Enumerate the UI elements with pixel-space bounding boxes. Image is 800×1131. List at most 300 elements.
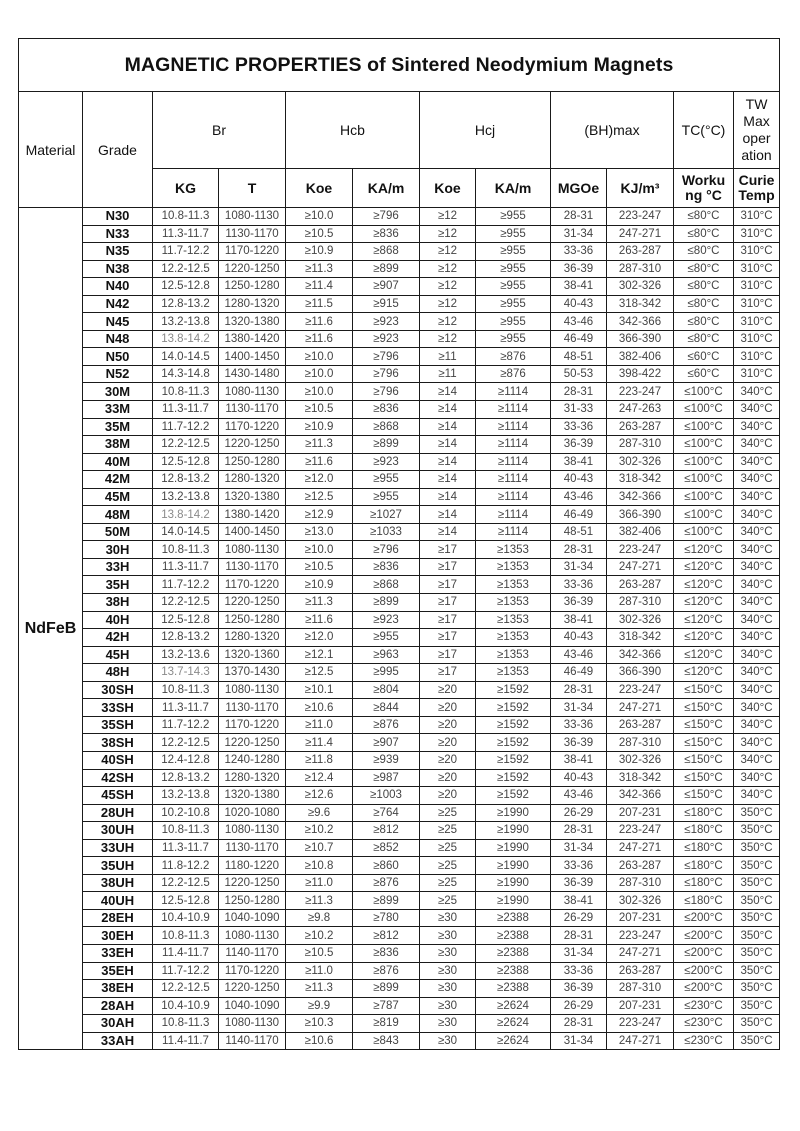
subheader-working-temp: Worku ng °C <box>674 169 734 208</box>
header-br: Br <box>153 92 286 169</box>
cell-curie-temp: 310°C <box>734 365 780 383</box>
cell-hcb-kam: ≥876 <box>353 874 420 892</box>
cell-bh-kj: 382-406 <box>607 523 674 541</box>
cell-hcj-koe: ≥25 <box>420 839 476 857</box>
cell-grade: 30SH <box>83 681 153 699</box>
table-row <box>19 471 780 489</box>
cell-grade: 45SH <box>83 787 153 805</box>
cell-working-temp: ≤80°C <box>674 278 734 296</box>
cell-hcj-kam: ≥1114 <box>476 418 551 436</box>
cell-hcj-koe: ≥25 <box>420 874 476 892</box>
cell-hcb-koe: ≥10.3 <box>286 1015 353 1033</box>
cell-br-t: 1280-1320 <box>219 769 286 787</box>
cell-curie-temp: 310°C <box>734 225 780 243</box>
table-row <box>19 629 780 647</box>
cell-bh-kj: 318-342 <box>607 295 674 313</box>
cell-bh-mgoe: 40-43 <box>551 295 607 313</box>
cell-bh-mgoe: 36-39 <box>551 436 607 454</box>
cell-working-temp: ≤180°C <box>674 874 734 892</box>
cell-bh-kj: 398-422 <box>607 365 674 383</box>
cell-hcb-koe: ≥11.0 <box>286 962 353 980</box>
cell-br-kg: 13.2-13.6 <box>153 646 219 664</box>
cell-bh-kj: 247-263 <box>607 401 674 419</box>
cell-bh-mgoe: 43-46 <box>551 646 607 664</box>
cell-hcj-kam: ≥955 <box>476 208 551 226</box>
cell-working-temp: ≤200°C <box>674 909 734 927</box>
cell-bh-kj: 318-342 <box>607 471 674 489</box>
cell-br-t: 1170-1220 <box>219 716 286 734</box>
cell-working-temp: ≤120°C <box>674 576 734 594</box>
cell-br-t: 1250-1280 <box>219 611 286 629</box>
cell-bh-kj: 287-310 <box>607 594 674 612</box>
cell-working-temp: ≤150°C <box>674 699 734 717</box>
cell-hcb-koe: ≥10.5 <box>286 225 353 243</box>
table-body <box>19 208 780 1050</box>
cell-br-kg: 14.3-14.8 <box>153 365 219 383</box>
cell-hcj-koe: ≥12 <box>420 278 476 296</box>
cell-br-t: 1040-1090 <box>219 909 286 927</box>
cell-br-kg: 14.0-14.5 <box>153 348 219 366</box>
cell-hcj-kam: ≥955 <box>476 278 551 296</box>
cell-curie-temp: 310°C <box>734 295 780 313</box>
cell-bh-kj: 302-326 <box>607 892 674 910</box>
cell-working-temp: ≤200°C <box>674 962 734 980</box>
cell-br-t: 1430-1480 <box>219 365 286 383</box>
cell-curie-temp: 340°C <box>734 471 780 489</box>
cell-hcb-kam: ≥923 <box>353 313 420 331</box>
cell-br-t: 1320-1380 <box>219 787 286 805</box>
cell-curie-temp: 340°C <box>734 383 780 401</box>
cell-br-t: 1130-1170 <box>219 699 286 717</box>
cell-br-t: 1320-1360 <box>219 646 286 664</box>
cell-bh-kj: 207-231 <box>607 804 674 822</box>
cell-hcj-kam: ≥1990 <box>476 822 551 840</box>
table-row <box>19 944 780 962</box>
cell-br-t: 1220-1250 <box>219 594 286 612</box>
cell-grade: 42H <box>83 629 153 647</box>
cell-bh-kj: 223-247 <box>607 383 674 401</box>
cell-bh-mgoe: 33-36 <box>551 418 607 436</box>
subheader-hcj-kam: KA/m <box>476 169 551 208</box>
cell-bh-kj: 318-342 <box>607 629 674 647</box>
cell-hcj-koe: ≥17 <box>420 646 476 664</box>
table-row <box>19 751 780 769</box>
cell-curie-temp: 350°C <box>734 839 780 857</box>
cell-hcb-koe: ≥11.6 <box>286 313 353 331</box>
subheader-hcj-koe: Koe <box>420 169 476 208</box>
cell-bh-mgoe: 28-31 <box>551 681 607 699</box>
cell-bh-mgoe: 31-34 <box>551 1032 607 1050</box>
cell-br-kg: 11.8-12.2 <box>153 857 219 875</box>
subheader-br-kg: KG <box>153 169 219 208</box>
cell-grade: 48H <box>83 664 153 682</box>
cell-hcb-kam: ≥844 <box>353 699 420 717</box>
cell-curie-temp: 310°C <box>734 260 780 278</box>
cell-bh-kj: 263-287 <box>607 576 674 594</box>
cell-hcj-kam: ≥955 <box>476 225 551 243</box>
cell-hcb-kam: ≥955 <box>353 471 420 489</box>
cell-hcj-koe: ≥17 <box>420 611 476 629</box>
cell-working-temp: ≤150°C <box>674 751 734 769</box>
cell-working-temp: ≤60°C <box>674 348 734 366</box>
table-row <box>19 313 780 331</box>
cell-br-kg: 10.8-11.3 <box>153 681 219 699</box>
cell-hcj-kam: ≥1353 <box>476 646 551 664</box>
cell-hcb-kam: ≥868 <box>353 243 420 261</box>
cell-br-t: 1080-1130 <box>219 208 286 226</box>
cell-curie-temp: 350°C <box>734 892 780 910</box>
cell-bh-mgoe: 28-31 <box>551 927 607 945</box>
table-row <box>19 997 780 1015</box>
cell-hcj-koe: ≥20 <box>420 734 476 752</box>
cell-hcb-kam: ≥876 <box>353 716 420 734</box>
cell-curie-temp: 340°C <box>734 436 780 454</box>
cell-curie-temp: 350°C <box>734 1032 780 1050</box>
cell-curie-temp: 350°C <box>734 822 780 840</box>
cell-bh-kj: 287-310 <box>607 980 674 998</box>
cell-bh-mgoe: 33-36 <box>551 857 607 875</box>
cell-hcj-kam: ≥1353 <box>476 558 551 576</box>
cell-hcb-koe: ≥11.3 <box>286 980 353 998</box>
cell-curie-temp: 310°C <box>734 208 780 226</box>
cell-curie-temp: 340°C <box>734 418 780 436</box>
cell-curie-temp: 310°C <box>734 313 780 331</box>
cell-curie-temp: 340°C <box>734 453 780 471</box>
cell-grade: N35 <box>83 243 153 261</box>
cell-hcj-koe: ≥25 <box>420 804 476 822</box>
cell-br-t: 1400-1450 <box>219 523 286 541</box>
cell-curie-temp: 340°C <box>734 787 780 805</box>
cell-hcj-kam: ≥1592 <box>476 699 551 717</box>
cell-hcj-koe: ≥30 <box>420 1015 476 1033</box>
cell-curie-temp: 340°C <box>734 629 780 647</box>
cell-hcj-kam: ≥1114 <box>476 471 551 489</box>
table-row <box>19 488 780 506</box>
cell-grade: 30UH <box>83 822 153 840</box>
cell-br-t: 1170-1220 <box>219 962 286 980</box>
cell-br-t: 1170-1220 <box>219 576 286 594</box>
cell-hcj-kam: ≥955 <box>476 313 551 331</box>
table-row <box>19 892 780 910</box>
cell-grade: 40M <box>83 453 153 471</box>
cell-hcb-koe: ≥12.9 <box>286 506 353 524</box>
cell-br-t: 1040-1090 <box>219 997 286 1015</box>
table-row <box>19 348 780 366</box>
cell-bh-mgoe: 31-34 <box>551 225 607 243</box>
cell-grade: 33M <box>83 401 153 419</box>
cell-hcj-koe: ≥30 <box>420 980 476 998</box>
cell-hcj-koe: ≥30 <box>420 962 476 980</box>
cell-hcj-kam: ≥1592 <box>476 716 551 734</box>
cell-curie-temp: 350°C <box>734 980 780 998</box>
cell-br-t: 1320-1380 <box>219 488 286 506</box>
cell-br-t: 1080-1130 <box>219 681 286 699</box>
cell-working-temp: ≤230°C <box>674 1015 734 1033</box>
cell-bh-kj: 223-247 <box>607 927 674 945</box>
cell-hcj-koe: ≥12 <box>420 330 476 348</box>
cell-grade: 38SH <box>83 734 153 752</box>
header-tw-max-operation: TW Max oper ation <box>734 92 780 169</box>
cell-hcj-kam: ≥1353 <box>476 629 551 647</box>
table-row <box>19 699 780 717</box>
cell-grade: 30EH <box>83 927 153 945</box>
cell-hcb-koe: ≥12.0 <box>286 629 353 647</box>
cell-br-kg: 11.7-12.2 <box>153 716 219 734</box>
cell-grade: 30AH <box>83 1015 153 1033</box>
cell-bh-kj: 223-247 <box>607 541 674 559</box>
cell-bh-kj: 223-247 <box>607 1015 674 1033</box>
cell-hcb-kam: ≥899 <box>353 260 420 278</box>
cell-hcb-koe: ≥10.5 <box>286 558 353 576</box>
table-row <box>19 558 780 576</box>
table-row <box>19 225 780 243</box>
cell-hcb-koe: ≥10.2 <box>286 822 353 840</box>
cell-grade: 30H <box>83 541 153 559</box>
cell-grade: 35SH <box>83 716 153 734</box>
cell-br-kg: 11.3-11.7 <box>153 558 219 576</box>
cell-br-kg: 11.4-11.7 <box>153 944 219 962</box>
cell-grade: 33SH <box>83 699 153 717</box>
cell-hcj-koe: ≥12 <box>420 295 476 313</box>
cell-hcj-koe: ≥17 <box>420 576 476 594</box>
cell-hcb-kam: ≥963 <box>353 646 420 664</box>
table-row <box>19 260 780 278</box>
magnetic-properties-table <box>18 38 780 1050</box>
cell-working-temp: ≤180°C <box>674 822 734 840</box>
cell-br-t: 1130-1170 <box>219 401 286 419</box>
cell-br-kg: 12.8-13.2 <box>153 295 219 313</box>
cell-br-kg: 10.8-11.3 <box>153 541 219 559</box>
cell-hcj-koe: ≥14 <box>420 383 476 401</box>
cell-grade: 50M <box>83 523 153 541</box>
cell-bh-mgoe: 33-36 <box>551 576 607 594</box>
cell-working-temp: ≤100°C <box>674 488 734 506</box>
cell-hcb-koe: ≥11.4 <box>286 278 353 296</box>
table-row <box>19 594 780 612</box>
cell-working-temp: ≤180°C <box>674 857 734 875</box>
cell-curie-temp: 350°C <box>734 962 780 980</box>
cell-hcj-koe: ≥30 <box>420 909 476 927</box>
cell-bh-kj: 302-326 <box>607 453 674 471</box>
cell-bh-kj: 247-271 <box>607 225 674 243</box>
cell-hcb-koe: ≥10.9 <box>286 243 353 261</box>
cell-br-kg: 11.3-11.7 <box>153 401 219 419</box>
table-row <box>19 401 780 419</box>
cell-bh-mgoe: 40-43 <box>551 629 607 647</box>
table-row <box>19 541 780 559</box>
cell-hcj-koe: ≥14 <box>420 506 476 524</box>
cell-working-temp: ≤80°C <box>674 243 734 261</box>
cell-working-temp: ≤100°C <box>674 418 734 436</box>
cell-grade: N42 <box>83 295 153 313</box>
cell-br-t: 1130-1170 <box>219 839 286 857</box>
cell-curie-temp: 340°C <box>734 751 780 769</box>
header-tc: TC(°C) <box>674 92 734 169</box>
cell-br-kg: 12.5-12.8 <box>153 453 219 471</box>
cell-hcj-koe: ≥17 <box>420 664 476 682</box>
cell-hcb-koe: ≥12.0 <box>286 471 353 489</box>
cell-br-t: 1170-1220 <box>219 243 286 261</box>
cell-bh-mgoe: 33-36 <box>551 716 607 734</box>
cell-hcb-kam: ≥907 <box>353 278 420 296</box>
cell-hcj-koe: ≥30 <box>420 927 476 945</box>
cell-hcb-kam: ≥812 <box>353 927 420 945</box>
cell-hcj-koe: ≥20 <box>420 769 476 787</box>
header-grade: Grade <box>83 92 153 208</box>
cell-bh-mgoe: 31-34 <box>551 699 607 717</box>
table-row <box>19 506 780 524</box>
table-row <box>19 278 780 296</box>
cell-curie-temp: 350°C <box>734 1015 780 1033</box>
cell-hcj-koe: ≥17 <box>420 541 476 559</box>
cell-grade: 28EH <box>83 909 153 927</box>
cell-hcb-koe: ≥11.8 <box>286 751 353 769</box>
cell-hcb-koe: ≥12.5 <box>286 664 353 682</box>
cell-br-kg: 11.3-11.7 <box>153 839 219 857</box>
cell-working-temp: ≤80°C <box>674 330 734 348</box>
cell-working-temp: ≤100°C <box>674 436 734 454</box>
cell-hcb-koe: ≥9.6 <box>286 804 353 822</box>
cell-hcb-koe: ≥10.9 <box>286 576 353 594</box>
cell-hcb-koe: ≥10.0 <box>286 541 353 559</box>
cell-curie-temp: 350°C <box>734 944 780 962</box>
cell-bh-kj: 263-287 <box>607 716 674 734</box>
cell-hcj-koe: ≥25 <box>420 892 476 910</box>
table-row <box>19 576 780 594</box>
cell-grade: 40H <box>83 611 153 629</box>
cell-working-temp: ≤180°C <box>674 892 734 910</box>
table-row <box>19 716 780 734</box>
cell-hcb-kam: ≥899 <box>353 892 420 910</box>
cell-grade: 35UH <box>83 857 153 875</box>
cell-grade: 33EH <box>83 944 153 962</box>
cell-hcb-koe: ≥10.6 <box>286 1032 353 1050</box>
cell-hcb-koe: ≥10.6 <box>286 699 353 717</box>
cell-curie-temp: 340°C <box>734 488 780 506</box>
cell-bh-mgoe: 38-41 <box>551 751 607 769</box>
properties-sheet <box>18 38 779 1050</box>
cell-curie-temp: 340°C <box>734 716 780 734</box>
cell-grade: 33UH <box>83 839 153 857</box>
cell-bh-kj: 287-310 <box>607 260 674 278</box>
cell-working-temp: ≤80°C <box>674 313 734 331</box>
cell-working-temp: ≤100°C <box>674 506 734 524</box>
table-row <box>19 208 780 226</box>
table-row <box>19 418 780 436</box>
cell-hcj-koe: ≥20 <box>420 699 476 717</box>
cell-curie-temp: 340°C <box>734 664 780 682</box>
table-row <box>19 980 780 998</box>
cell-curie-temp: 350°C <box>734 997 780 1015</box>
cell-bh-kj: 287-310 <box>607 734 674 752</box>
table-row <box>19 646 780 664</box>
cell-working-temp: ≤80°C <box>674 260 734 278</box>
cell-hcb-koe: ≥11.4 <box>286 734 353 752</box>
cell-hcj-koe: ≥25 <box>420 857 476 875</box>
cell-grade: 28AH <box>83 997 153 1015</box>
cell-curie-temp: 340°C <box>734 769 780 787</box>
cell-hcb-kam: ≥836 <box>353 558 420 576</box>
table-row <box>19 295 780 313</box>
cell-bh-mgoe: 31-34 <box>551 839 607 857</box>
cell-hcb-koe: ≥12.6 <box>286 787 353 805</box>
cell-hcb-koe: ≥10.5 <box>286 944 353 962</box>
cell-hcb-kam: ≥796 <box>353 365 420 383</box>
cell-hcj-koe: ≥20 <box>420 716 476 734</box>
cell-hcb-koe: ≥11.6 <box>286 453 353 471</box>
cell-grade: N52 <box>83 365 153 383</box>
cell-bh-mgoe: 48-51 <box>551 523 607 541</box>
cell-hcj-koe: ≥14 <box>420 401 476 419</box>
cell-hcb-koe: ≥11.0 <box>286 716 353 734</box>
cell-working-temp: ≤120°C <box>674 646 734 664</box>
table-row <box>19 769 780 787</box>
cell-hcb-koe: ≥9.9 <box>286 997 353 1015</box>
cell-hcj-koe: ≥14 <box>420 436 476 454</box>
cell-br-t: 1400-1450 <box>219 348 286 366</box>
cell-bh-mgoe: 33-36 <box>551 243 607 261</box>
cell-hcj-kam: ≥1353 <box>476 664 551 682</box>
cell-hcb-kam: ≥1003 <box>353 787 420 805</box>
table-row <box>19 611 780 629</box>
cell-hcj-koe: ≥20 <box>420 787 476 805</box>
cell-curie-temp: 310°C <box>734 348 780 366</box>
cell-bh-mgoe: 26-29 <box>551 997 607 1015</box>
cell-br-kg: 12.2-12.5 <box>153 874 219 892</box>
cell-br-t: 1250-1280 <box>219 278 286 296</box>
cell-br-kg: 11.4-11.7 <box>153 1032 219 1050</box>
material-cell: NdFeB <box>19 208 83 1050</box>
cell-bh-mgoe: 28-31 <box>551 822 607 840</box>
cell-bh-mgoe: 26-29 <box>551 804 607 822</box>
cell-grade: 45H <box>83 646 153 664</box>
cell-hcj-koe: ≥12 <box>420 225 476 243</box>
header-material: Material <box>19 92 83 208</box>
cell-hcb-koe: ≥10.0 <box>286 365 353 383</box>
table-row <box>19 927 780 945</box>
cell-br-t: 1080-1130 <box>219 1015 286 1033</box>
cell-bh-mgoe: 43-46 <box>551 488 607 506</box>
cell-br-t: 1080-1130 <box>219 822 286 840</box>
header-bhmax: (BH)max <box>551 92 674 169</box>
cell-working-temp: ≤80°C <box>674 295 734 313</box>
cell-working-temp: ≤200°C <box>674 944 734 962</box>
cell-working-temp: ≤230°C <box>674 997 734 1015</box>
cell-br-t: 1130-1170 <box>219 225 286 243</box>
cell-bh-mgoe: 36-39 <box>551 260 607 278</box>
cell-working-temp: ≤100°C <box>674 383 734 401</box>
cell-bh-mgoe: 48-51 <box>551 348 607 366</box>
table-row <box>19 857 780 875</box>
subheader-br-t: T <box>219 169 286 208</box>
cell-curie-temp: 350°C <box>734 927 780 945</box>
cell-hcj-kam: ≥1353 <box>476 576 551 594</box>
cell-hcb-koe: ≥10.2 <box>286 927 353 945</box>
cell-bh-kj: 223-247 <box>607 822 674 840</box>
cell-hcj-kam: ≥955 <box>476 295 551 313</box>
cell-curie-temp: 340°C <box>734 594 780 612</box>
cell-curie-temp: 340°C <box>734 699 780 717</box>
cell-working-temp: ≤120°C <box>674 594 734 612</box>
table-row <box>19 436 780 454</box>
table-row <box>19 243 780 261</box>
subheader-bh-mgoe: MGOe <box>551 169 607 208</box>
cell-hcj-kam: ≥1114 <box>476 488 551 506</box>
cell-curie-temp: 350°C <box>734 857 780 875</box>
cell-bh-mgoe: 43-46 <box>551 313 607 331</box>
cell-hcj-koe: ≥17 <box>420 629 476 647</box>
cell-hcb-kam: ≥1027 <box>353 506 420 524</box>
